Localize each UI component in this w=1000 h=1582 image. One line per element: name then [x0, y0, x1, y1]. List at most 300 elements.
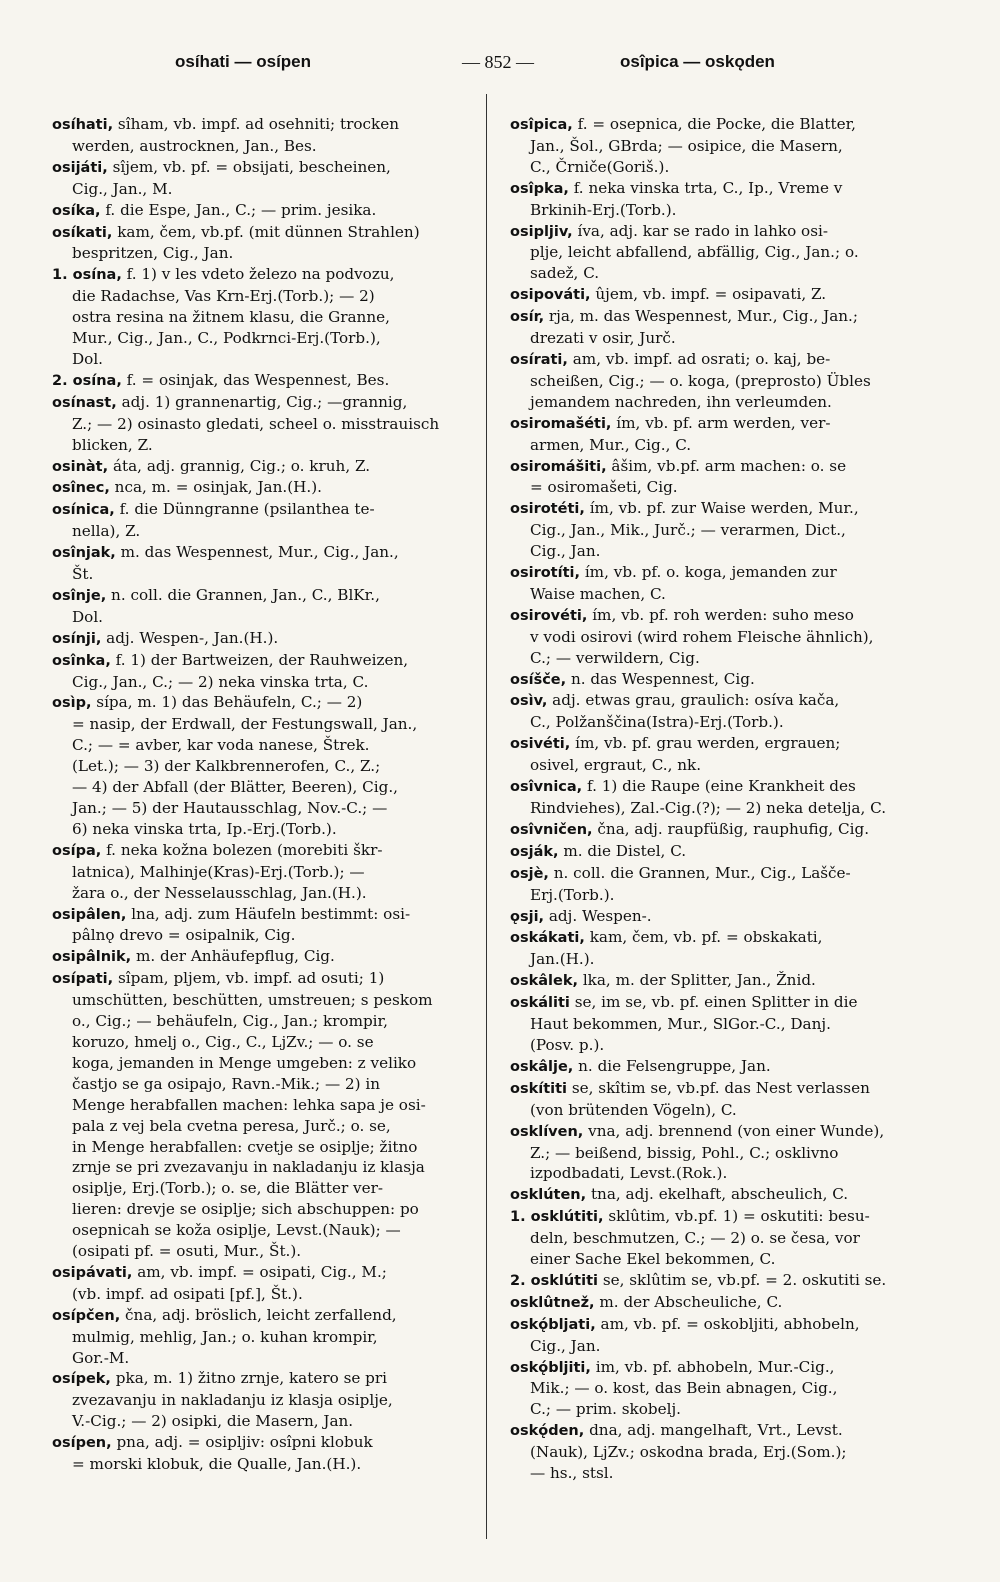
entry-line [52, 714, 472, 735]
dictionary-entry [510, 776, 950, 819]
dictionary-entry [52, 692, 472, 839]
entry-line [510, 712, 950, 733]
entry-text: f. die Espe, Jan., C.; — prim. jesika. [105, 200, 377, 219]
entry-text: scheißen, Cig.; — o. koga, (preprosto) Übles [530, 371, 871, 390]
entry-line [510, 1270, 950, 1292]
entry-line [52, 243, 472, 264]
dictionary-entry [510, 221, 950, 285]
dictionary-entry [510, 605, 950, 669]
entry-text: — 4) der Abfall (der Blätter, Beeren), Cig., [72, 778, 398, 797]
entry-headword: osînec, [52, 480, 110, 497]
entry-line [510, 1228, 950, 1249]
dictionary-entry [510, 498, 950, 562]
entry-headword: osipljiv, [510, 223, 573, 240]
entry-text: sadež, C. [530, 264, 600, 283]
entry-headword: oskâlek, [510, 973, 578, 990]
entry-headword: osínji, [52, 630, 102, 647]
entry-text: Cig., Jan., Mik., Jurč.; — verarmen, Dict., [530, 521, 846, 540]
entry-headword: osjè, [510, 865, 549, 882]
entry-line [52, 585, 472, 607]
entry-headword: osiromašéti, [510, 415, 612, 432]
entry-headword: osklúten, [510, 1187, 587, 1204]
entry-line [510, 863, 950, 885]
entry-text: sîham, vb. impf. ad osehniti; trocken [117, 115, 399, 133]
entry-line [510, 1442, 950, 1463]
entry-text: Cig., Jan., C.; — 2) neka vinska trta, C. [72, 672, 369, 691]
entry-headword: osipávati, [52, 1264, 133, 1281]
entry-line [510, 1143, 950, 1164]
dictionary-entry [52, 1432, 472, 1475]
entry-text: (vb. impf. ad osipati [pf.], Št.). [72, 1284, 303, 1303]
dictionary-entry [52, 1368, 472, 1432]
entry-line [52, 349, 472, 370]
entry-line [52, 286, 472, 307]
entry-text: Jan.; — 5) der Hautausschlag, Nov.-C.; — [72, 799, 388, 817]
entry-headword: osínast, [52, 394, 117, 411]
left-column [52, 114, 472, 1475]
entry-headword: oskǫ́bljati, [510, 1316, 596, 1333]
entry-headword: osírati, [510, 351, 568, 368]
entry-text: = osiromašeti, Cig. [530, 478, 678, 497]
entry-line [510, 1292, 950, 1314]
entry-headword: osíka, [52, 202, 101, 219]
entry-line [510, 413, 950, 435]
dictionary-entry [52, 200, 472, 222]
entry-text: Cig., Jan., M. [72, 179, 173, 198]
entry-text: koga, jemanden in Menge umgeben: z veliko [72, 1053, 417, 1072]
dictionary-entry [52, 650, 472, 693]
entry-line [52, 946, 472, 968]
entry-text: (Nauk), LjZv.; oskodna brada, Erj.(Som.); [530, 1443, 847, 1462]
entry-line [52, 1032, 472, 1053]
column-divider [486, 94, 487, 1539]
entry-headword: osijáti, [52, 159, 108, 176]
entry-line [510, 1121, 950, 1143]
entry-line [52, 1116, 472, 1137]
entry-text: drezati v osir, Jurč. [530, 329, 676, 348]
entry-line [52, 1262, 472, 1284]
entry-text: zrnje se pri zvezavanju in nakladanju iz klasja [72, 1158, 425, 1177]
entry-text: vna, adj. brennend (von einer Wunde), [588, 1121, 885, 1140]
header-left-guideword: osíhati — osípen [175, 52, 312, 71]
entry-headword: osîvnica, [510, 779, 583, 796]
entry-line [510, 949, 950, 970]
entry-line [52, 607, 472, 628]
entry-line [52, 1284, 472, 1305]
entry-line [52, 819, 472, 840]
dictionary-entry [510, 927, 950, 970]
entry-line [510, 541, 950, 562]
entry-text: f. = osepnica, die Pocke, die Blatter, [577, 115, 857, 133]
entry-line [510, 371, 950, 392]
entry-text: častjo se ga osipajo, Ravn.-Mik.; — 2) in [72, 1074, 381, 1093]
entry-line [52, 1011, 472, 1032]
entry-line [52, 136, 472, 157]
entry-line [510, 1184, 950, 1206]
entry-headword: oskâlje, [510, 1058, 574, 1075]
entry-text: f. 1) der Bartweizen, der Rauhweizen, [115, 650, 409, 669]
entry-line [52, 222, 472, 244]
entry-headword: ǫsji, [510, 908, 545, 925]
entry-line [52, 862, 472, 883]
dictionary-entry [510, 456, 950, 499]
entry-text: se, skîtim se, vb.pf. das Nest verlassen [571, 1078, 870, 1097]
entry-line [510, 798, 950, 819]
dictionary-entry [52, 114, 472, 157]
entry-line [510, 328, 950, 349]
entry-line [52, 1074, 472, 1095]
entry-headword: osînjak, [52, 545, 116, 562]
entry-line [510, 1336, 950, 1357]
entry-line [52, 456, 472, 478]
entry-line [510, 1078, 950, 1100]
entry-text: ím, vb. pf. arm werden, ver- [616, 413, 831, 432]
entry-text: adj. Wespen-. [548, 906, 652, 925]
dictionary-entry [510, 413, 950, 456]
dictionary-entry [52, 370, 472, 392]
entry-line [52, 904, 472, 926]
entry-headword: 1. osklútiti, [510, 1209, 604, 1226]
entry-headword: osivéti, [510, 736, 571, 753]
entry-headword: osípa, [52, 842, 102, 859]
entry-text: Dol. [72, 349, 104, 368]
entry-text: čna, adj. raupfüßig, rauphufig, Cig. [597, 819, 870, 838]
entry-line [52, 1157, 472, 1178]
entry-text: lieren: drevje se osiplje; sich abschuppen: po [72, 1200, 419, 1219]
dictionary-entry [510, 178, 950, 221]
entry-headword: 1. osína, [52, 267, 122, 284]
header-right-guideword: osîpica — oskǫden [620, 52, 775, 71]
dictionary-entry [510, 733, 950, 776]
entry-text: âšim, vb.pf. arm machen: o. se [611, 456, 847, 475]
entry-line [52, 1368, 472, 1390]
entry-text: jemandem nachreden, ihn verleumden. [530, 392, 832, 411]
dictionary-entry [52, 222, 472, 265]
entry-text: m. die Distel, C. [563, 841, 687, 860]
dictionary-entry [52, 157, 472, 200]
entry-text: f. 1) v les vdeto železo na podvozu, [126, 265, 395, 284]
entry-text: am, vb. pf. = oskobljiti, abhobeln, [600, 1314, 860, 1333]
entry-line [510, 435, 950, 456]
entry-line [52, 1241, 472, 1262]
entry-line [510, 157, 950, 178]
dictionary-entry [510, 306, 950, 349]
entry-text: dna, adj. mangelhaft, Vrt., Levst. [589, 1421, 843, 1440]
entry-text: die Radachse, Vas Krn-Erj.(Torb.); — 2) [72, 287, 375, 306]
entry-line [510, 200, 950, 221]
entry-text: f. = osinjak, das Wespennest, Bes. [126, 370, 390, 389]
entry-line [52, 777, 472, 798]
entry-line [510, 392, 950, 413]
dictionary-entry [510, 1292, 950, 1314]
entry-text: Haut bekommen, Mur., SlGor.-C., Danj. [530, 1015, 831, 1034]
entry-line [510, 819, 950, 841]
dictionary-entry [510, 1121, 950, 1185]
entry-text: f. 1) die Raupe (eine Krankheit des [587, 777, 856, 796]
entry-line [52, 1178, 472, 1199]
entry-text: se, im se, vb. pf. einen Splitter in die [574, 993, 858, 1012]
entry-line [510, 906, 950, 928]
dictionary-entry [510, 1078, 950, 1121]
entry-line [510, 1100, 950, 1121]
entry-text: deln, beschmutzen, C.; — 2) o. se česa, vor [530, 1229, 860, 1248]
entry-text: tna, adj. ekelhaft, abscheulich, C. [590, 1185, 849, 1204]
dictionary-entry [510, 562, 950, 605]
entry-line [52, 157, 472, 179]
entry-text: = morski klobuk, die Qualle, Jan.(H.). [72, 1455, 362, 1474]
entry-line [52, 1053, 472, 1074]
entry-text: m. der Abscheuliche, C. [599, 1292, 783, 1311]
entry-line [52, 114, 472, 136]
dictionary-entry [510, 1184, 950, 1206]
entry-text: n. coll. die Grannen, Jan., C., BlKr., [111, 585, 380, 604]
right-column [510, 114, 950, 1484]
dictionary-entry [52, 477, 472, 499]
entry-line [52, 264, 472, 286]
entry-line [52, 840, 472, 862]
entry-headword: osínica, [52, 502, 115, 519]
entry-line [510, 284, 950, 306]
entry-line [52, 798, 472, 819]
entry-text: f. neka kožna bolezen (morebiti škr- [106, 840, 383, 859]
entry-text: ím, vb. pf. grau werden, ergrauen; [575, 734, 841, 753]
entry-line [52, 990, 472, 1011]
entry-text: izpodbadati, Levst.(Rok.). [530, 1164, 728, 1183]
entry-headword: oskǫ́bljiti, [510, 1359, 591, 1376]
entry-text: ím, vb. pf. roh werden: suho meso [592, 605, 854, 624]
dictionary-entry [510, 1357, 950, 1421]
entry-line [52, 1432, 472, 1454]
dictionary-entry [510, 669, 950, 691]
entry-text: kam, čem, vb. pf. = obskakati, [589, 928, 823, 947]
entry-line [52, 499, 472, 521]
entry-text: rja, m. das Wespennest, Mur., Cig., Jan.; [548, 307, 858, 326]
entry-headword: osìv, [510, 693, 548, 710]
dictionary-entry [52, 392, 472, 456]
entry-text: C., Črniče(Goriš.). [530, 157, 670, 176]
entry-headword: oskítiti [510, 1080, 568, 1097]
entry-line [510, 841, 950, 863]
entry-text: Cig., Jan. [530, 1336, 601, 1355]
dictionary-entry [510, 841, 950, 863]
entry-headword: osinàt, [52, 458, 109, 475]
entry-text: armen, Mur., Cig., C. [530, 435, 692, 454]
entry-text: (Let.); — 3) der Kalkbrennerofen, C., Z.; [72, 757, 381, 776]
entry-headword: oskákati, [510, 930, 585, 947]
entry-line [52, 414, 472, 435]
entry-text: am, vb. impf. = osipati, Cig., M.; [137, 1262, 387, 1281]
entry-text: sîpam, pljem, vb. impf. ad osuti; 1) [117, 969, 385, 988]
entry-line [510, 970, 950, 992]
entry-text: V.-Cig.; — 2) osipki, die Masern, Jan. [72, 1412, 354, 1431]
entry-text: o., Cig.; — behäufeln, Cig., Jan.; krompir, [72, 1012, 388, 1031]
entry-headword: osír, [510, 309, 545, 326]
entry-line [510, 755, 950, 776]
entry-line [52, 521, 472, 542]
entry-text: im, vb. pf. abhobeln, Mur.-Cig., [595, 1357, 835, 1376]
entry-headword: osípčen, [52, 1307, 121, 1324]
entry-line [52, 179, 472, 200]
dictionary-entry [510, 906, 950, 928]
entry-line [52, 628, 472, 650]
entry-line [52, 370, 472, 392]
entry-headword: oskáliti [510, 995, 570, 1012]
entry-text: Erj.(Torb.). [530, 885, 615, 904]
dictionary-entry [52, 628, 472, 650]
entry-line [510, 1056, 950, 1078]
dictionary-entry [52, 904, 472, 947]
entry-headword: osklûtnež, [510, 1294, 595, 1311]
entry-line [52, 1095, 472, 1116]
entry-text: f. die Dünngranne (psilanthea te- [119, 500, 375, 519]
entry-text: adj. etwas grau, graulich: osíva kača, [552, 691, 840, 710]
entry-text: zvezavanju in nakladanju iz klasja osiplje, [72, 1391, 393, 1410]
entry-line [52, 1220, 472, 1241]
entry-text: einer Sache Ekel bekommen, C. [530, 1250, 776, 1269]
entry-text: Jan., Šol., GBrda; — osipice, die Masern, [530, 136, 843, 155]
entry-line [52, 925, 472, 946]
entry-line [510, 562, 950, 584]
dictionary-entry [510, 992, 950, 1056]
entry-text: C.; — verwildern, Cig. [530, 648, 700, 667]
entry-headword: osják, [510, 843, 559, 860]
entry-headword: osipováti, [510, 287, 591, 304]
entry-text: adj. 1) grannenartig, Cig.; —grannig, [121, 392, 408, 411]
entry-headword: oskǫ́den, [510, 1423, 585, 1440]
dictionary-entry [52, 542, 472, 585]
entry-line [510, 584, 950, 605]
dictionary-entry [52, 1305, 472, 1369]
entry-headword: osînje, [52, 587, 107, 604]
entry-line [510, 456, 950, 478]
entry-line [510, 627, 950, 648]
entry-text: žara o., der Nesselausschlag, Jan.(H.). [72, 883, 367, 902]
dictionary-entry [510, 284, 950, 306]
entry-text: adj. Wespen-, Jan.(H.). [106, 628, 279, 647]
entry-text: osivel, ergraut, C., nk. [530, 756, 702, 775]
entry-line [510, 1378, 950, 1399]
entry-text: = nasip, der Erdwall, der Festungswall, Jan., [72, 715, 418, 734]
entry-line [52, 1137, 472, 1158]
entry-text: se, sklûtim se, vb.pf. = 2. oskutiti se. [602, 1270, 887, 1289]
entry-line [510, 306, 950, 328]
entry-text: Mur., Cig., Jan., C., Podkrnci-Erj.(Torb.), [72, 329, 381, 348]
entry-headword: 2. osína, [52, 372, 122, 389]
entry-line [52, 477, 472, 499]
entry-line [52, 200, 472, 222]
entry-text: íva, adj. kar se rado in lahko osi- [577, 221, 828, 240]
entry-line [510, 1206, 950, 1228]
entry-line [510, 776, 950, 798]
entry-text: lna, adj. zum Häufeln bestimmt: osi- [131, 904, 411, 923]
entry-text: osepnicah se koža osiplje, Levst.(Nauk); — [72, 1221, 401, 1240]
entry-line [510, 927, 950, 949]
entry-line [510, 498, 950, 520]
entry-line [510, 1249, 950, 1270]
entry-line [510, 1035, 950, 1056]
entry-text: umschütten, beschütten, umstreuen; s peskom [72, 991, 433, 1010]
entry-line [510, 178, 950, 200]
entry-line [510, 1420, 950, 1442]
entry-text: ûjem, vb. impf. = osipavati, Z. [595, 285, 827, 304]
dictionary-entry [52, 946, 472, 968]
entry-text: m. das Wespennest, Mur., Cig., Jan., [120, 543, 399, 562]
entry-text: 6) neka vinska trta, Ip.-Erj.(Torb.). [72, 819, 337, 838]
entry-headword: osirotíti, [510, 565, 580, 582]
dictionary-entry [510, 863, 950, 906]
entry-headword: osíkati, [52, 224, 113, 241]
entry-line [52, 1348, 472, 1369]
entry-text: sípa, m. 1) das Behäufeln, C.; — 2) [96, 693, 363, 712]
entry-line [52, 1327, 472, 1348]
entry-line [510, 221, 950, 243]
entry-headword: osîvničen, [510, 821, 593, 838]
entry-text: (osipati pf. = osuti, Mur., Št.). [72, 1242, 302, 1261]
entry-text: mulmig, mehlig, Jan.; o. kuhan krompir, [72, 1327, 378, 1346]
entry-text: n. die Felsengruppe, Jan. [578, 1056, 771, 1075]
entry-text: werden, austrocknen, Jan., Bes. [72, 136, 317, 155]
entry-headword: osípati, [52, 971, 114, 988]
entry-text: Gor.-M. [72, 1348, 130, 1367]
entry-line [510, 1463, 950, 1484]
dictionary-entry [52, 499, 472, 542]
entry-text: áta, adj. grannig, Cig.; o. kruh, Z. [112, 456, 371, 475]
entry-text: pala z vej bela cvetna peresa, Jurč.; o. se, [72, 1116, 391, 1135]
entry-headword: osînka, [52, 652, 111, 669]
entry-line [52, 1454, 472, 1475]
entry-text: koruzo, hmelj o., Cig., C., LjZv.; — o. se [72, 1032, 374, 1051]
dictionary-entry [52, 264, 472, 370]
entry-line [510, 1399, 950, 1420]
entry-line [52, 968, 472, 990]
entry-text: C., Polžanščina(Istra)-Erj.(Torb.). [530, 713, 784, 732]
entry-text: C.; — = avber, kar voda nanese, Štrek. [72, 736, 370, 755]
entry-line [52, 307, 472, 328]
entry-line [510, 690, 950, 712]
entry-text: osiplje, Erj.(Torb.); o. se, die Blätter ver- [72, 1179, 383, 1198]
dictionary-entry [52, 585, 472, 628]
entry-headword: osirotéti, [510, 501, 585, 518]
dictionary-entry [510, 690, 950, 733]
dictionary-entry [510, 349, 950, 413]
entry-line [52, 1390, 472, 1411]
entry-line [52, 1199, 472, 1220]
entry-text: Rindviehes), Zal.-Cig.(?); — 2) neka detelja, C. [530, 799, 887, 817]
entry-line [510, 885, 950, 906]
entry-text: f. neka vinska trta, C., Ip., Vreme v [573, 178, 843, 197]
dictionary-entry [52, 840, 472, 904]
entry-headword: osípen, [52, 1435, 112, 1452]
dictionary-entry [510, 1270, 950, 1292]
dictionary-entry [510, 1056, 950, 1078]
entry-text: blicken, Z. [72, 435, 153, 454]
entry-text: bespritzen, Cig., Jan. [72, 244, 234, 263]
entry-headword: osklíven, [510, 1123, 584, 1140]
entry-line [510, 1163, 950, 1184]
page-number: — 852 — [462, 52, 534, 72]
entry-text: Jan.(H.). [530, 950, 595, 969]
dictionary-entry [510, 1314, 950, 1357]
entry-text: Brkinih-Erj.(Torb.). [530, 200, 677, 219]
entry-headword: osiromášiti, [510, 458, 607, 475]
entry-headword: osípek, [52, 1371, 111, 1388]
entry-line [510, 1014, 950, 1035]
entry-text: ostra resina na žitnem klasu, die Granne, [72, 308, 390, 327]
entry-headword: osìp, [52, 695, 92, 712]
entry-headword: 2. osklútiti [510, 1272, 598, 1289]
entry-line [510, 349, 950, 371]
entry-headword: osipâlen, [52, 906, 127, 923]
